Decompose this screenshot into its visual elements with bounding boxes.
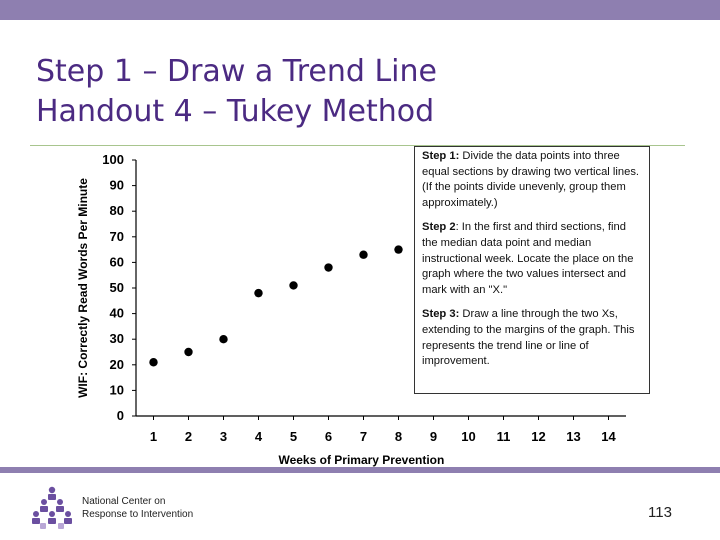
step1-text: Divide the data points into three equal sections by drawing two vertical lines. (If the points divide unevenly, group them approximately.) — [422, 150, 640, 209]
step3-instruction — [422, 307, 642, 369]
x-tick-label: 10 — [461, 429, 476, 444]
x-tick-label: 11 — [496, 429, 511, 444]
step3-label: Step 3: — [422, 308, 460, 321]
slide-title — [36, 52, 437, 132]
org-line1: National Center on — [82, 496, 166, 507]
step1-instruction — [422, 149, 642, 211]
organization-name — [82, 495, 193, 521]
x-axis — [136, 416, 626, 444]
slide-title-line1: Step 1 – Draw a Trend Line — [36, 54, 437, 89]
step3-text: Draw a line through the two Xs, extending to the margins of the graph. This represents the trend line or line of improvement. — [422, 308, 635, 368]
y-tick-label: 60 — [109, 254, 124, 270]
page-number: 113 — [648, 504, 672, 521]
step1-label: Step 1: — [422, 150, 460, 162]
data-point — [359, 251, 367, 259]
y-tick-label: 70 — [109, 228, 124, 244]
y-tick-label: 90 — [109, 177, 124, 193]
y-tick-label: 0 — [116, 408, 124, 423]
x-tick-label: 1 — [149, 429, 158, 444]
x-tick-label: 3 — [219, 429, 228, 444]
step2-text: : In the first and third sections, find the median data point and median instructional week. Locate the place on the graph where the two values intersect and mark with an "X." — [422, 221, 634, 296]
x-tick-label: 4 — [254, 429, 263, 444]
x-tick-label: 12 — [531, 429, 546, 444]
y-tick-label: 80 — [109, 203, 124, 219]
data-point — [324, 263, 332, 271]
y-tick-label: 10 — [109, 382, 124, 398]
x-tick-label: 5 — [289, 429, 298, 444]
instructions-callout — [414, 146, 650, 394]
bottom-accent-bar — [0, 467, 720, 473]
step2-instruction — [422, 220, 642, 298]
y-axis — [102, 152, 136, 423]
x-tick-label: 2 — [184, 429, 193, 444]
data-point — [254, 289, 262, 297]
data-points — [149, 245, 402, 366]
x-tick-label: 8 — [394, 429, 403, 444]
y-tick-label: 40 — [109, 305, 124, 321]
org-line2: Response to Intervention — [82, 509, 194, 520]
slide-title-line2: Handout 4 – Tukey Method — [36, 94, 435, 129]
x-tick-label: 14 — [601, 429, 616, 444]
x-tick-label: 6 — [324, 429, 333, 444]
step2-label: Step 2 — [422, 221, 456, 234]
data-point — [289, 281, 297, 289]
y-axis-label: WIF: Correctly Read Words Per Minute — [76, 178, 90, 398]
y-tick-label: 100 — [102, 152, 124, 167]
data-point — [394, 245, 402, 253]
data-point — [219, 335, 227, 343]
data-point — [149, 358, 157, 366]
y-tick-label: 30 — [109, 331, 124, 347]
data-point — [184, 348, 192, 356]
x-tick-label: 7 — [359, 429, 368, 444]
y-tick-label: 50 — [109, 280, 124, 295]
ncrti-logo — [28, 485, 76, 531]
top-accent-bar — [0, 0, 720, 20]
y-tick-label: 20 — [109, 356, 124, 372]
x-tick-label: 9 — [429, 429, 438, 444]
x-tick-label: 13 — [566, 429, 581, 444]
x-axis-label: Weeks of Primary Prevention — [278, 453, 445, 467]
